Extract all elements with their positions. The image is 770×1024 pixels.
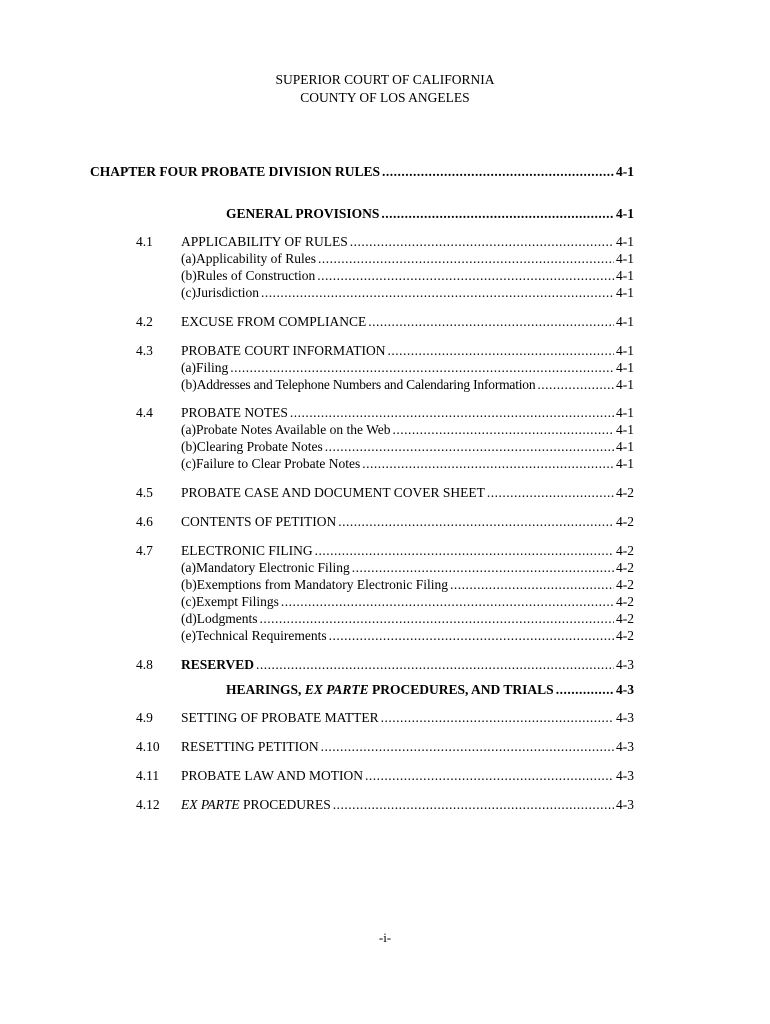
toc-subsection[interactable] bbox=[181, 627, 634, 644]
toc-subsection-title: Applicability of Rules bbox=[195, 251, 316, 266]
toc-page: 4-1 bbox=[616, 405, 634, 420]
toc-page: 4-1 bbox=[616, 251, 634, 266]
toc-section-4-2[interactable] bbox=[181, 313, 634, 330]
toc-subsection[interactable] bbox=[181, 359, 634, 376]
court-name: SUPERIOR COURT OF CALIFORNIA bbox=[275, 72, 495, 87]
toc-subsection[interactable] bbox=[181, 559, 634, 576]
toc-general-provisions[interactable] bbox=[226, 205, 634, 222]
leader-dots bbox=[382, 163, 614, 180]
toc-subsection[interactable] bbox=[181, 610, 634, 627]
toc-section-title: PROBATE CASE AND DOCUMENT COVER SHEET bbox=[181, 485, 485, 500]
toc-chapter[interactable] bbox=[90, 163, 634, 180]
subsection-letter: (a) bbox=[181, 251, 196, 266]
leader-dots bbox=[329, 627, 614, 644]
toc-page: 4-1 bbox=[616, 343, 634, 358]
subsection-letter: (d) bbox=[181, 611, 197, 626]
section-number: 4.4 bbox=[136, 405, 153, 420]
leader-dots bbox=[260, 610, 615, 627]
toc-subsection[interactable] bbox=[181, 376, 634, 393]
toc-heading-title: GENERAL PROVISIONS bbox=[226, 206, 380, 221]
leader-dots bbox=[317, 267, 614, 284]
section-number: 4.11 bbox=[136, 768, 160, 783]
toc-subsection[interactable] bbox=[181, 455, 634, 472]
leader-dots bbox=[487, 484, 614, 501]
subsection-letter: (e) bbox=[181, 628, 196, 643]
toc-subsection-title: Clearing Probate Notes bbox=[196, 439, 323, 454]
leader-dots bbox=[338, 513, 614, 530]
toc-subsection[interactable] bbox=[181, 421, 634, 438]
toc-section-title: RESERVED bbox=[181, 657, 255, 672]
toc-subsection[interactable] bbox=[181, 593, 634, 610]
leader-dots bbox=[290, 404, 614, 421]
leader-dots bbox=[450, 576, 614, 593]
leader-dots bbox=[281, 593, 614, 610]
leader-dots bbox=[556, 681, 614, 698]
subsection-letter: (b) bbox=[181, 268, 197, 283]
toc-subsection-title: Filing bbox=[195, 360, 229, 375]
section-number: 4.10 bbox=[136, 739, 160, 754]
toc-section-title: SETTING OF PROBATE MATTER bbox=[181, 710, 379, 725]
toc-section-4-9[interactable] bbox=[181, 709, 634, 726]
toc-subsection-title: Failure to Clear Probate Notes bbox=[195, 456, 361, 471]
toc-section-4-4[interactable] bbox=[181, 404, 634, 421]
toc-section-title: CONTENTS OF PETITION bbox=[181, 514, 337, 529]
section-number: 4.1 bbox=[136, 234, 153, 249]
leader-dots bbox=[315, 542, 614, 559]
leader-dots bbox=[318, 250, 614, 267]
toc-section-title: APPLICABILITY OF RULES bbox=[181, 234, 348, 249]
leader-dots bbox=[381, 205, 614, 222]
toc-section-4-5[interactable] bbox=[181, 484, 634, 501]
toc-section-4-3[interactable] bbox=[181, 342, 634, 359]
toc-subsection[interactable] bbox=[181, 576, 634, 593]
toc-section-4-12[interactable] bbox=[181, 796, 634, 813]
subsection-letter: (b) bbox=[181, 577, 197, 592]
toc-page: 4-2 bbox=[616, 577, 634, 592]
subsection-letter: (b) bbox=[181, 377, 197, 392]
toc-section-4-1[interactable] bbox=[181, 233, 634, 250]
toc-page: 4-1 bbox=[616, 234, 634, 249]
toc-subsection-title: Jurisdiction bbox=[195, 285, 259, 300]
toc-page: 4-3 bbox=[616, 710, 634, 725]
section-number: 4.8 bbox=[136, 657, 153, 672]
toc-page: 4-3 bbox=[616, 797, 634, 812]
toc-page: 4-3 bbox=[616, 657, 634, 672]
leader-dots bbox=[537, 376, 614, 393]
leader-dots bbox=[350, 233, 614, 250]
toc-page: 4-1 bbox=[616, 206, 634, 221]
toc-page: 4-2 bbox=[616, 485, 634, 500]
subsection-letter: (a) bbox=[181, 422, 196, 437]
toc-subsection[interactable] bbox=[181, 438, 634, 455]
leader-dots bbox=[387, 342, 614, 359]
toc-heading-title: HEARINGS, EX PARTE PROCEDURES, AND TRIALS bbox=[226, 682, 554, 697]
toc-subsection-title: Probate Notes Available on the Web bbox=[195, 422, 391, 437]
page-number: -i- bbox=[378, 930, 392, 945]
toc-chapter-title: CHAPTER FOUR PROBATE DIVISION RULES bbox=[90, 164, 381, 179]
toc-section-title: RESETTING PETITION bbox=[181, 739, 319, 754]
toc-page: 4-2 bbox=[616, 628, 634, 643]
toc-subsection[interactable] bbox=[181, 267, 634, 284]
toc-section-4-8[interactable] bbox=[181, 656, 634, 673]
toc-page: 4-3 bbox=[616, 682, 634, 697]
toc-section-title: PROBATE LAW AND MOTION bbox=[181, 768, 364, 783]
leader-dots bbox=[325, 438, 614, 455]
toc-subsection[interactable] bbox=[181, 284, 634, 301]
toc-page: 4-2 bbox=[616, 543, 634, 558]
toc-page: 4-2 bbox=[616, 611, 634, 626]
toc-subsection-title: Exempt Filings bbox=[195, 594, 279, 609]
subsection-letter: (c) bbox=[181, 456, 196, 471]
leader-dots bbox=[352, 559, 614, 576]
section-number: 4.12 bbox=[136, 797, 160, 812]
toc-section-title: EX PARTE PROCEDURES bbox=[181, 797, 331, 812]
section-number: 4.9 bbox=[136, 710, 153, 725]
toc-section-4-10[interactable] bbox=[181, 738, 634, 755]
leader-dots bbox=[368, 313, 614, 330]
subsection-letter: (b) bbox=[181, 439, 197, 454]
toc-page: 4-2 bbox=[616, 514, 634, 529]
toc-page: 4-1 bbox=[616, 422, 634, 437]
toc-subsection-title: Addresses and Telephone Numbers and Calendaring Information bbox=[196, 377, 536, 392]
toc-page: 4-1 bbox=[616, 456, 634, 471]
toc-page: 4-1 bbox=[616, 285, 634, 300]
toc-page: 4-1 bbox=[616, 377, 634, 392]
toc-section-4-6[interactable] bbox=[181, 513, 634, 530]
toc-section-4-11[interactable] bbox=[181, 767, 634, 784]
section-number: 4.3 bbox=[136, 343, 153, 358]
leader-dots bbox=[362, 455, 614, 472]
leader-dots bbox=[261, 284, 614, 301]
toc-subsection-title: Lodgments bbox=[196, 611, 258, 626]
leader-dots bbox=[321, 738, 614, 755]
toc-section-4-7[interactable] bbox=[181, 542, 634, 559]
toc-section-title: ELECTRONIC FILING bbox=[181, 543, 313, 558]
toc-page: 4-1 bbox=[616, 314, 634, 329]
toc-page: 4-3 bbox=[616, 768, 634, 783]
toc-section-title: EXCUSE FROM COMPLIANCE bbox=[181, 314, 367, 329]
leader-dots bbox=[256, 656, 614, 673]
subsection-letter: (a) bbox=[181, 560, 196, 575]
toc-page: 4-2 bbox=[616, 560, 634, 575]
toc-page: 4-1 bbox=[616, 360, 634, 375]
toc-subsection-title: Rules of Construction bbox=[196, 268, 316, 283]
toc-hearings-heading[interactable] bbox=[226, 681, 634, 698]
subsection-letter: (a) bbox=[181, 360, 196, 375]
toc-subsection-title: Technical Requirements bbox=[195, 628, 327, 643]
toc-subsection-title: Mandatory Electronic Filing bbox=[195, 560, 350, 575]
section-number: 4.5 bbox=[136, 485, 153, 500]
leader-dots bbox=[333, 796, 614, 813]
subsection-letter: (c) bbox=[181, 594, 196, 609]
toc-page: 4-1 bbox=[616, 439, 634, 454]
leader-dots bbox=[392, 421, 614, 438]
toc-section-title: PROBATE NOTES bbox=[181, 405, 288, 420]
toc-page: 4-1 bbox=[616, 164, 634, 179]
toc-section-title: PROBATE COURT INFORMATION bbox=[181, 343, 386, 358]
subsection-letter: (c) bbox=[181, 285, 196, 300]
leader-dots bbox=[365, 767, 614, 784]
section-number: 4.2 bbox=[136, 314, 153, 329]
toc-subsection[interactable] bbox=[181, 250, 634, 267]
county-name: COUNTY OF LOS ANGELES bbox=[300, 90, 470, 105]
toc-page: 4-3 bbox=[616, 739, 634, 754]
toc-page: 4-2 bbox=[616, 594, 634, 609]
section-number: 4.6 bbox=[136, 514, 153, 529]
section-number: 4.7 bbox=[136, 543, 153, 558]
toc-subsection-title: Exemptions from Mandatory Electronic Filing bbox=[196, 577, 448, 592]
leader-dots bbox=[230, 359, 614, 376]
leader-dots bbox=[381, 709, 614, 726]
toc-page: 4-1 bbox=[616, 268, 634, 283]
